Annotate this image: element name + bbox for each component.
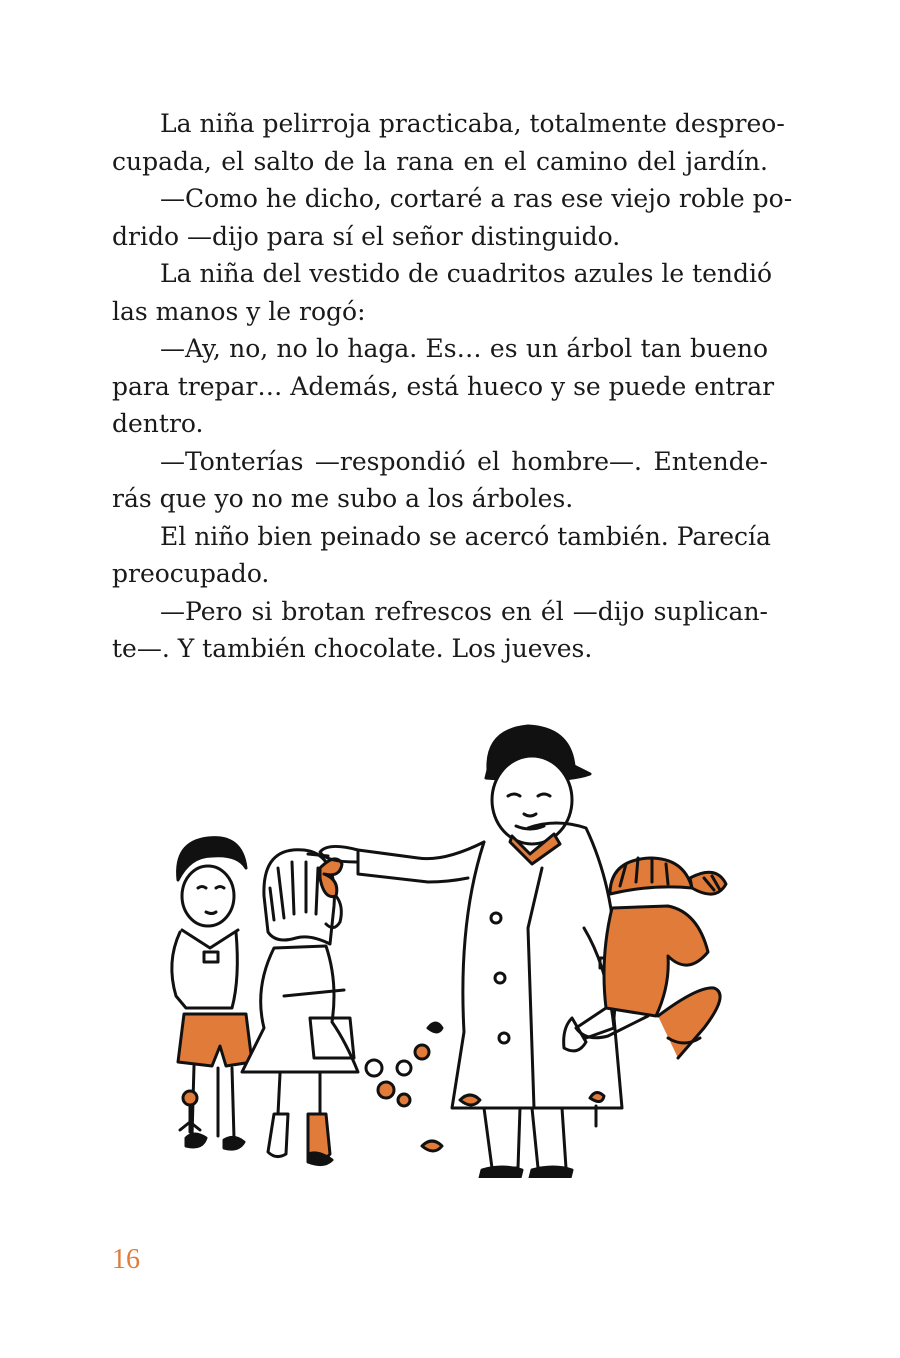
- text-line: te—. Y también chocolate. Los jueves.: [112, 634, 593, 663]
- page-number: 16: [112, 1244, 140, 1275]
- text-line: las manos y le rogó:: [112, 296, 366, 326]
- text-line: —Ay, no, no lo haga. Es… es un árbol tan bueno: [160, 334, 768, 363]
- text-line: cupada, el salto de la rana en el camino del jardín.: [112, 146, 768, 176]
- illustration-children-and-man: [160, 718, 730, 1178]
- girl-blond-figure: [242, 850, 358, 1165]
- story-text: [112, 105, 793, 668]
- text-line: —Tonterías —respondió el hombre—. Entende-: [160, 446, 768, 476]
- text-line: dentro.: [112, 409, 204, 438]
- man-figure: [308, 726, 622, 1178]
- text-line: rás que yo no me subo a los árboles.: [112, 484, 574, 513]
- text-line: La niña pelirroja practicaba, totalmente despreo-: [160, 109, 785, 138]
- text-line: preocupado.: [112, 559, 270, 588]
- text-line: drido —dijo para sí el señor distinguido.: [112, 221, 621, 251]
- text-line: —Pero si brotan refrescos en él —dijo suplican-: [160, 596, 768, 626]
- text-line: —Como he dicho, cortaré a ras ese viejo roble po-: [160, 184, 793, 213]
- text-line: para trepar… Además, está hueco y se puede entrar: [112, 371, 775, 401]
- text-line: El niño bien peinado se acercó también. Parecía: [160, 521, 771, 551]
- text-line: La niña del vestido de cuadritos azules le tendió: [160, 259, 773, 288]
